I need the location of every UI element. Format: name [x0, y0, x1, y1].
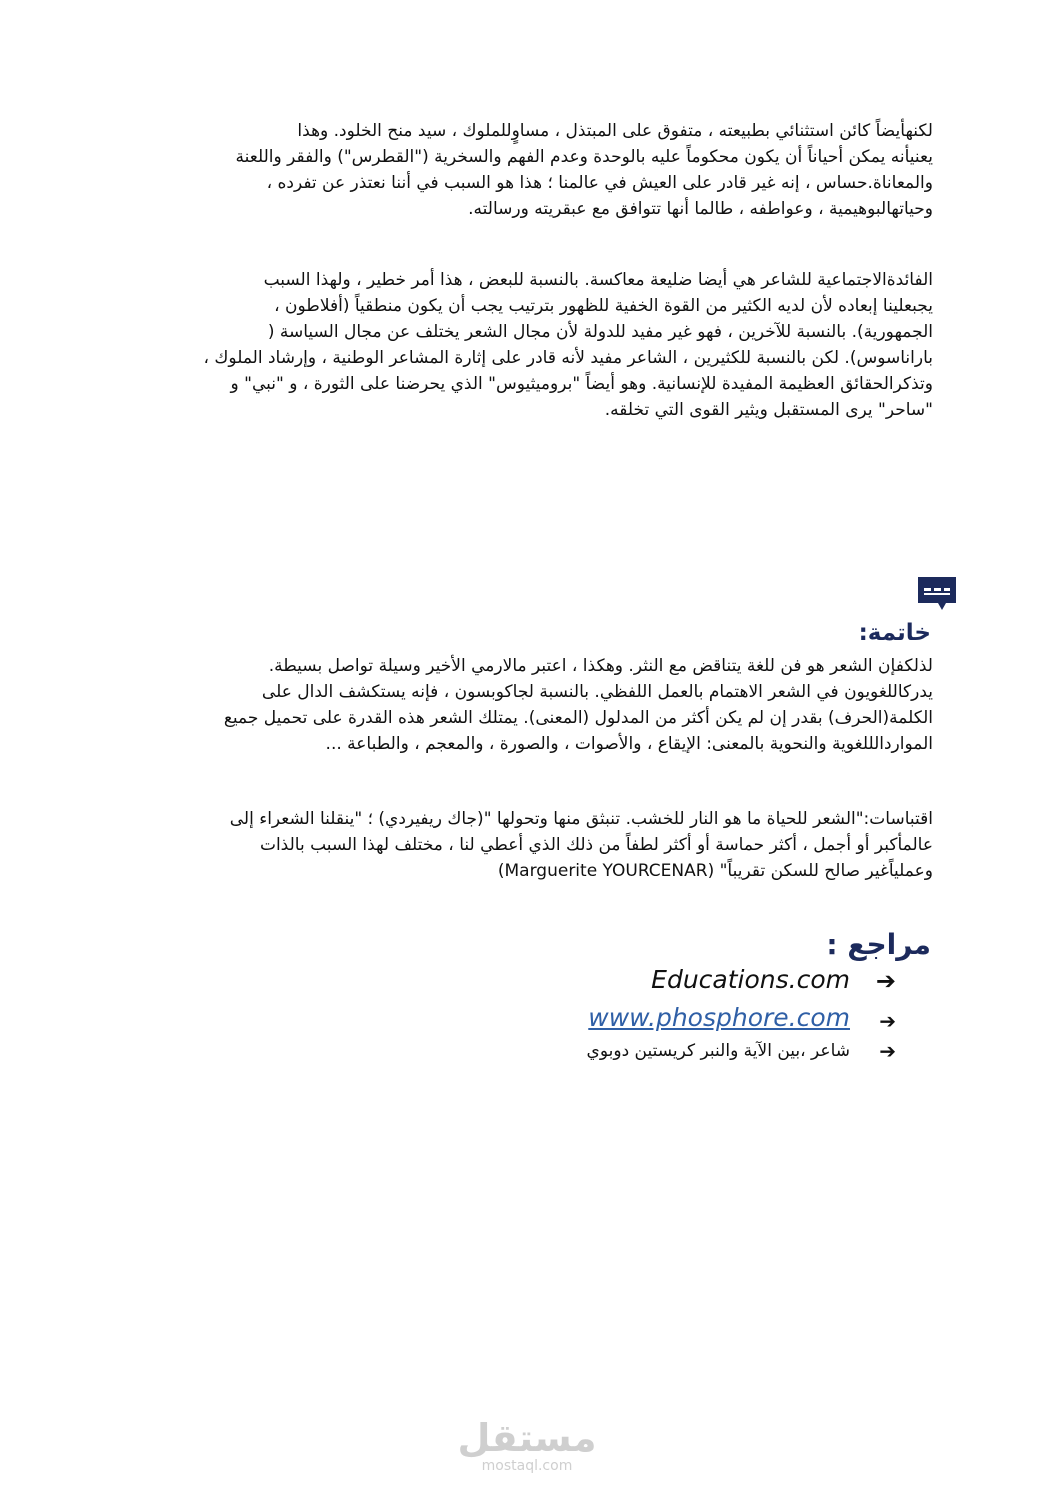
- text-line: والمعاناة.حساس ، إنه غير قادر على العيش في عالمنا ؛ هذا هو السبب في أننا نعتذر عن تفرده ،: [266, 173, 933, 193]
- arrow-right-icon: ➔: [875, 967, 896, 995]
- text-line: المواردالللغوية والنحوية بالمعنى: الإيقاع ، والأصوات ، والصورة ، والمعجم ، والطباعة ...: [325, 734, 933, 754]
- paragraph-conclusion: [113, 653, 933, 757]
- references-heading: مراجع :: [826, 928, 931, 961]
- reference-item: [520, 965, 900, 1001]
- paragraph-social-utility: [113, 267, 933, 423]
- watermark-arabic: مستقل: [457, 1416, 597, 1460]
- watermark-latin: mostaql.com: [481, 1458, 573, 1474]
- reference-item: [520, 1037, 900, 1073]
- text-line: اقتباسات:"الشعر للحياة ما هو النار للخشب. تنبثق منها وتحولها "(جاك ريفيردي) ؛ "ينقلنا الشعراء إلى: [229, 809, 933, 829]
- arrow-right-icon: ➔: [879, 1009, 896, 1033]
- arrow-right-icon: ➔: [879, 1039, 896, 1063]
- paragraph-poet-exceptional: [113, 118, 933, 222]
- text-line: وعملياًغير صالح للسكن تقريباً" (Marguerite YOURCENAR): [497, 861, 933, 881]
- text-line: لكنهأيضاً كائن استثنائي بطبيعته ، متفوق على المبتذل ، مساوٍللملوك ، سيد منح الخلود. وهذا: [297, 121, 933, 141]
- text-line: وتذكرالحقائق العظيمة المفيدة للإنسانية. وهو أيضاً "بروميثيوس" الذي يحرضنا على الثورة ، و "نبي" و: [230, 374, 933, 394]
- text-line: يجبعلينا إبعاده لأن لديه الكثير من القوة الخفية للظهور بترتيب يجب أن يكون منطقياً (أفلاطون ،: [274, 296, 933, 316]
- reference-item: [520, 1001, 900, 1037]
- text-line: عالمأكبر أو أجمل ، أكثر حماسة أو أكثر لطفاً من ذلك الذي أعطي لنا ، مختلف لهذا السبب بالذات: [259, 835, 933, 855]
- text-line: الفائدةالاجتماعية للشاعر هي أيضا ضليعة معاكسة. بالنسبة للبعض ، هذا أمر خطير ، ولهذا السبب: [263, 270, 933, 290]
- chat-bubble-icon: [916, 575, 958, 613]
- text-line: يعنيأنه يمكن أحياناً أن يكون محكوماً عليه بالوحدة وعدم الفهم والسخرية ("القطرس") والفقر واللعنة: [235, 147, 933, 167]
- text-line: باراناسوس). لكن بالنسبة للكثيرين ، الشاعر مفيد لأنه قادر على إثارة المشاعر الوطنية ، وإرشاد الملوك ،: [203, 348, 933, 368]
- text-line: يدركاللغويون في الشعر الاهتمام بالعمل اللفظي. بالنسبة لجاكوبسون ، فإنه يستكشف الدال على: [261, 682, 933, 702]
- references-list: [520, 965, 900, 1073]
- text-line: "ساحر" يرى المستقبل ويثير القوى التي تخلقه.: [604, 400, 933, 420]
- reference-link[interactable]: www.phosphore.com: [588, 1003, 850, 1032]
- reference-text: Educations.com: [651, 965, 850, 994]
- text-line: وحياتهالبوهيمية ، وعواطفه ، طالما أنها تتوافق مع عبقريته ورسالته.: [468, 199, 933, 219]
- text-line: لذلكفإن الشعر هو فن للغة يتناقض مع النثر. وهكذا ، اعتبر مالارمي الأخير وسيلة تواصل بسيطة.: [268, 656, 933, 676]
- text-line: الجمهورية). بالنسبة للآخرين ، فهو غير مفيد للدولة لأن مجال الشعر يختلف عن مجال السياسة (: [267, 322, 933, 342]
- watermark-logo: [452, 1418, 602, 1474]
- conclusion-heading: خاتمة:: [858, 620, 931, 646]
- reference-text: شاعر ،بين الآية والنبر كريستين دوبوي: [586, 1041, 850, 1061]
- text-line: الكلمة(الحرف) بقدر إن لم يكن أكثر من المدلول (المعنى). يمتلك الشعر هذه القدرة على تحميل جميع: [223, 708, 933, 728]
- paragraph-quotes: [113, 806, 933, 884]
